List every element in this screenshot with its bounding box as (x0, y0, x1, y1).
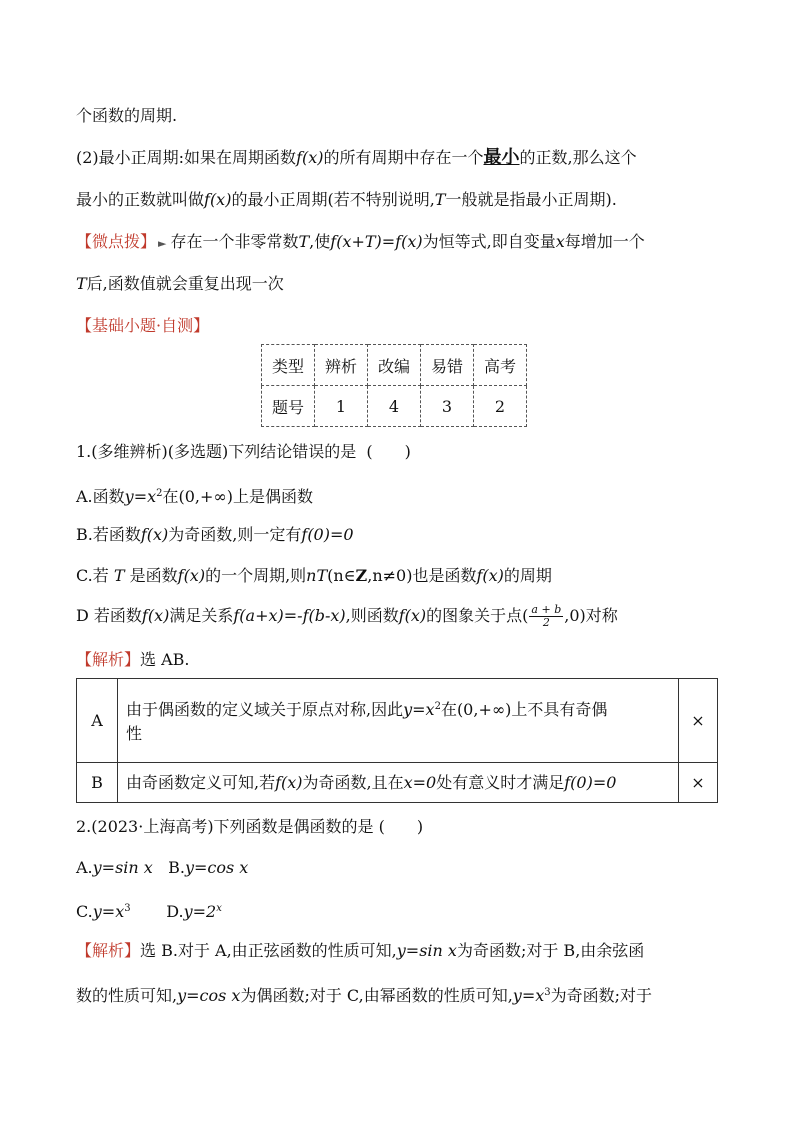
option-letter: D. (166, 902, 184, 921)
math-eq: f(x+T)=f(x) (330, 232, 423, 251)
math-sup: 3 (124, 903, 131, 914)
section-label: 【基础小题·自测】 (76, 316, 210, 335)
line-text: 的图象关于点( (426, 606, 529, 625)
option-a (76, 482, 313, 509)
math-eq: y=cos x (177, 986, 241, 1005)
answer-paren: ( ) (378, 817, 424, 836)
wrong-mark: × (679, 679, 718, 763)
math-eq: y=x (124, 487, 157, 506)
line-text: 的正数,那么这个 (519, 148, 637, 167)
math-sup: 2 (434, 701, 441, 712)
option-letter: C. (76, 902, 93, 921)
text-line (76, 104, 177, 128)
answer-label: 【解析】 (76, 941, 141, 960)
math-fx: f(x) (275, 772, 303, 792)
line-text: B.若函数 (76, 525, 141, 544)
answer-paren: ( ) (366, 442, 411, 461)
line-text: 是函数 (129, 566, 178, 585)
line-text: 数的性质可知, (76, 986, 178, 1005)
line-text: 性 (126, 724, 143, 743)
line-text: (2)最小正周期:如果在周期函数 (76, 148, 297, 167)
table-cell: 1 (315, 386, 368, 427)
line-text: 的所有周期中存在一个 (323, 148, 484, 167)
line-text: 的周期 (503, 566, 552, 585)
line-text: 在(0,+∞)上是偶函数 (162, 487, 313, 506)
math-fx: f(x) (141, 606, 170, 625)
line-text: 的一个周期,则 (205, 566, 307, 585)
line-text: 2.(2023·上海高考)下列函数是偶函数的是 (76, 817, 374, 836)
row-text (118, 763, 679, 803)
line-text: (n∈ (327, 566, 356, 585)
emphasis-text: 最小 (483, 147, 520, 168)
tip-text: 每增加一个 (564, 232, 645, 251)
tip-line (76, 272, 284, 296)
line-text: 由于偶函数的定义域关于原点对称,因此 (126, 700, 404, 719)
tip-label: 【微点拨】 (76, 232, 157, 251)
table-cell: 改编 (368, 345, 421, 386)
line-text: 为偶函数;对于 C,由幂函数的性质可知, (240, 986, 513, 1005)
math-fx: f(x) (177, 566, 206, 585)
row-label: B (77, 763, 118, 803)
math-T: T (298, 232, 310, 251)
math-T: T (113, 566, 125, 585)
options-line (76, 897, 222, 924)
line-text: 满足关系 (169, 606, 234, 625)
math-fx: f(x) (204, 190, 232, 209)
wrong-mark: × (679, 763, 718, 803)
row-text (118, 679, 679, 763)
math-eq: f(0)=0 (301, 525, 354, 544)
math-T: T (76, 274, 87, 293)
question-stem (76, 440, 411, 464)
line-text: A.函数 (76, 487, 125, 506)
math-eq: y=sin x (92, 858, 153, 877)
line-text: ,0)对称 (564, 606, 618, 625)
table-cell: 题号 (262, 386, 315, 427)
math-nT: nT (306, 566, 328, 585)
line-text: 为奇函数,且在 (302, 772, 404, 792)
math-eq: y=x (92, 902, 125, 921)
line-text: 处有意义时才满足 (436, 772, 565, 792)
line-text: 一般就是指最小正周期). (445, 190, 617, 209)
answer-line (76, 981, 652, 1008)
options-line (76, 856, 248, 880)
table-cell: 3 (421, 386, 474, 427)
tip-text: 存在一个非零常数 (170, 232, 299, 251)
table-row (77, 763, 718, 803)
math-fx: f(x) (476, 566, 504, 585)
table-cell: 辨析 (315, 345, 368, 386)
table-cell: 类型 (262, 345, 315, 386)
table-cell: 高考 (474, 345, 527, 386)
math-sup: 3 (544, 987, 551, 998)
tip-line (76, 230, 645, 256)
text-line (76, 188, 617, 212)
table-cell: 2 (474, 386, 527, 427)
answer-line (76, 939, 644, 963)
text-line (76, 146, 637, 170)
tip-text: ,使 (309, 232, 331, 251)
fraction-numerator: a + b (531, 603, 562, 616)
math-eq: y=2 (183, 902, 217, 921)
math-eq: y=x (403, 700, 435, 719)
math-eq: y=x (512, 986, 545, 1005)
option-letter: B. (168, 858, 185, 877)
math-eq: y=sin x (396, 941, 457, 960)
option-c (76, 564, 552, 588)
line-text: 个函数的周期. (76, 106, 178, 125)
line-text: 的最小正周期(若不特别说明, (231, 190, 435, 209)
math-fx: f(x) (296, 148, 324, 167)
line-text: 由奇函数定义可知,若 (126, 772, 276, 792)
tip-text: 为恒等式,即自变量 (422, 232, 556, 251)
answer-line (76, 648, 190, 672)
line-text: D 若函数 (76, 606, 142, 625)
arrow-right-icon: ► (158, 237, 167, 250)
math-eq: f(a+x)=-f(b-x) (233, 606, 346, 625)
line-text: 为奇函数;对于 B,由余弦函 (456, 941, 645, 960)
math-sup: x (216, 903, 222, 914)
line-text: 1.(多维辨析)(多选题)下列结论错误的是 (76, 442, 357, 461)
table-row (77, 679, 718, 763)
line-text: ,n≠0)也是函数 (367, 566, 477, 585)
line-text: ,则函数 (345, 606, 399, 625)
line-text: 在(0,+∞)上不具有奇偶 (440, 700, 608, 719)
line-text: 为奇函数;对于 (550, 986, 653, 1005)
line-text: 为奇函数,则一定有 (168, 525, 302, 544)
line-text: 选 B.对于 A,由正弦函数的性质可知, (140, 941, 397, 960)
answer-text: 选 AB. (140, 650, 190, 669)
fraction (529, 604, 563, 629)
math-fx: f(x) (398, 606, 427, 625)
line-text: C.若 (76, 566, 109, 585)
answer-label: 【解析】 (76, 650, 141, 669)
analysis-table (76, 678, 718, 803)
table-cell: 易错 (421, 345, 474, 386)
math-T: T (434, 190, 446, 209)
table-row (262, 386, 527, 427)
option-letter: A. (76, 858, 93, 877)
math-sup: 2 (156, 488, 163, 499)
fraction-denominator: 2 (542, 616, 550, 629)
math-x: x (555, 232, 565, 251)
row-label: A (77, 679, 118, 763)
option-d (76, 604, 618, 629)
table-cell: 4 (368, 386, 421, 427)
table-row (262, 345, 527, 386)
line-text: 最小的正数就叫做 (76, 190, 205, 209)
math-Z: Z (355, 566, 368, 585)
question-stem (76, 815, 423, 839)
option-b (76, 523, 354, 547)
math-eq: x=0 (403, 772, 437, 792)
question-type-table (261, 344, 527, 427)
tip-text: 后,函数值就会重复出现一次 (86, 274, 284, 293)
math-fx: f(x) (140, 525, 169, 544)
math-eq: y=cos x (184, 858, 249, 877)
math-eq: f(0)=0 (564, 772, 617, 792)
